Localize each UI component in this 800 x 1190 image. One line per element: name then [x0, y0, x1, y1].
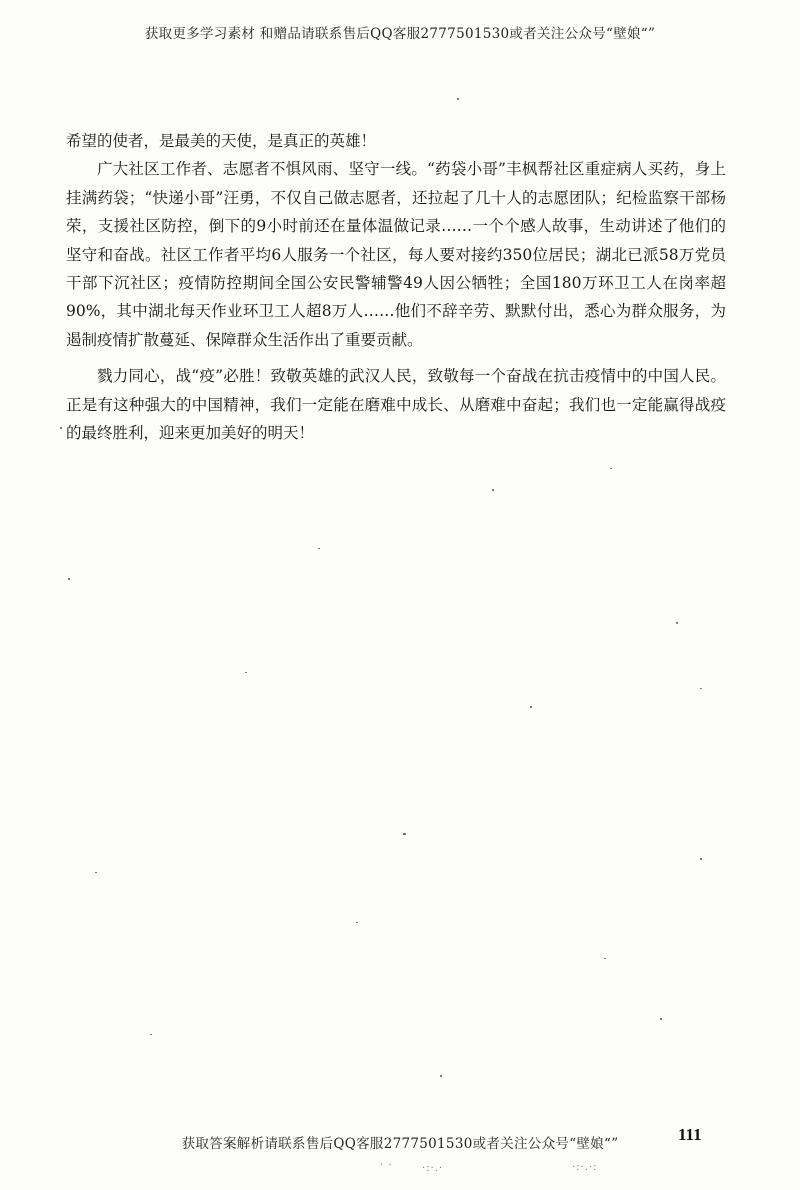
footer-watermark: 获取答案解析请联系售后QQ客服2777501530或者关注公众号“壁娘“” [181, 1136, 619, 1152]
scan-speck [245, 672, 247, 673]
scan-speck [700, 858, 702, 860]
scan-speck [700, 688, 702, 689]
scan-speck [60, 427, 62, 429]
scan-speck [610, 468, 612, 469]
scan-speck [604, 958, 606, 959]
scan-speck [403, 833, 406, 835]
scan-speck [440, 1075, 442, 1077]
article-body [66, 127, 726, 447]
scan-speck [676, 622, 678, 624]
page-number: 111 [678, 1125, 702, 1144]
scan-smudge: · · [380, 1160, 393, 1171]
scan-speck [150, 1034, 152, 1035]
scan-speck [530, 706, 532, 708]
scan-speck [318, 548, 320, 549]
paragraph-2: 广大社区工作者、志愿者不惧风雨、坚守一线。“药袋小哥”丰枫帮社区重症病人买药，身上挂满药袋；“快递小哥”汪勇，不仅自己做志愿者，还拉起了几十人的志愿团队；纪检监察干部杨荣，支援社区防控，倒下的9小时前还在量体温做记录……一个个感人故事，生动讲述了他们的坚守和奋战。社区工作者平均6人服务一个社区，每人要对接约350位居民；湖北已派58万党员干部下沉社区；疫情防控期间全国公安民警辅警49人因公牺牲；全国180万环卫工人在岗率超90%，其中湖北每天作业环卫工人超8万人……他们不辞辛劳、默默付出，悉心为群众服务，为遏制疫情扩散蔓延、保障群众生活作出了重要贡献。 [66, 160, 726, 349]
scan-speck [492, 489, 494, 491]
scan-smudge: ·:·.·: [572, 1162, 598, 1173]
scan-speck [356, 922, 358, 923]
scan-speck [95, 872, 97, 873]
scan-smudge: ·:·.· [422, 1163, 444, 1174]
paragraph-3: 戮力同心，战“疫”必胜！致敬英雄的武汉人民，致敬每一个奋战在抗击疫情中的中国人民。正是有这种强大的中国精神，我们一定能在磨难中成长、从磨难中奋起；我们也一定能赢得战疫的最终胜利，迎来更加美好的明天！ [66, 367, 726, 443]
scan-speck [457, 98, 459, 100]
paragraph-1: 希望的使者，是最美的天使，是真正的英雄！ [66, 132, 377, 150]
header-watermark: 获取更多学习素材 和赠品请联系售后QQ客服2777501530或者关注公众号“壁娘“” [144, 26, 656, 42]
scan-speck [660, 1018, 662, 1020]
scan-speck [68, 578, 70, 580]
